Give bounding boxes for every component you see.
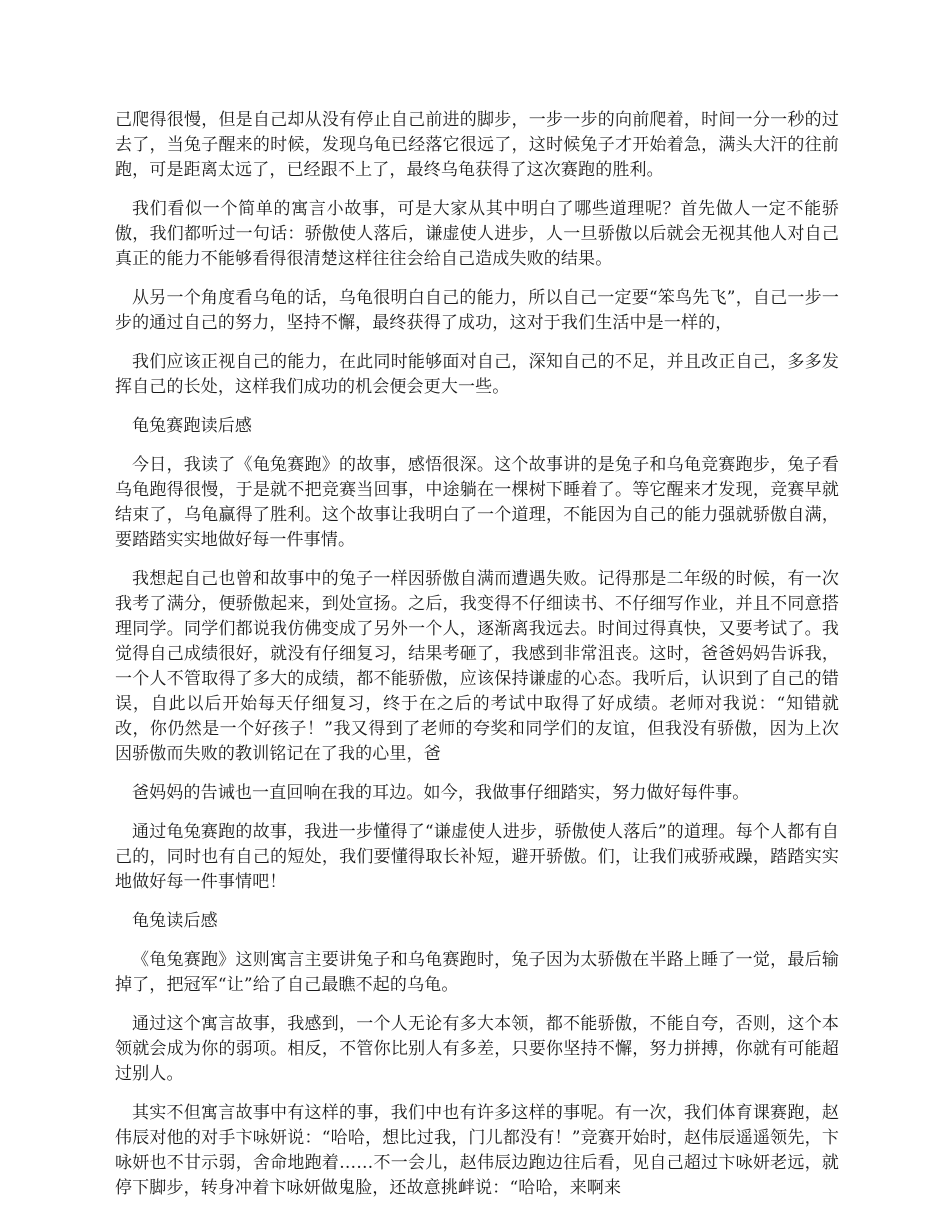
paragraph: 我们应该正视自己的能力，在此同时能够面对自己，深知自己的不足，并且改正自己，多多发挥自己的长处，这样我们成功的机会便会更大一些。 — [115, 352, 839, 397]
paragraph: 通过龟兔赛跑的故事，我进一步懂得了“谦虚使人进步，骄傲使人落后”的道理。每个人都有自己的，同时也有自己的短处，我们要懂得取长补短，避开骄傲。们，让我们戒骄戒躁，踏踏实实地做好每一件事情吧！ — [115, 822, 839, 892]
paragraph: 通过这个寓言故事，我感到，一个人无论有多大本领，都不能骄傲，不能自夸，否则，这个本领就会成为你的弱项。相反，不管你比别人有多差，只要你坚持不懈，努力拼搏，你就有可能超过别人。 — [115, 1014, 839, 1084]
paragraph: 今日，我读了《龟兔赛跑》的故事，感悟很深。这个故事讲的是兔子和乌龟竞赛跑步，兔子看乌龟跑得很慢，于是就不把竞赛当回事，中途躺在一棵树下睡着了。等它醒来才发现，竞赛早就结束了，乌龟赢得了胜利。这个故事让我明白了一个道理，不能因为自己的能力强就骄傲自满，要踏踏实实地做好每一件事情。 — [115, 455, 839, 550]
paragraph: 从另一个角度看乌龟的话，乌龟很明白自己的能力，所以自己一定要“笨鸟先飞”，自己一步一步的通过自己的努力，坚持不懈，最终获得了成功，这对于我们生活中是一样的， — [115, 288, 839, 333]
paragraph: 《龟兔赛跑》这则寓言主要讲兔子和乌龟赛跑时，兔子因为太骄傲在半路上睡了一觉，最后输掉了，把冠军“让”给了自己最瞧不起的乌龟。 — [115, 950, 839, 995]
document-body — [115, 108, 839, 1215]
paragraph: 我想起自己也曾和故事中的兔子一样因骄傲自满而遭遇失败。记得那是二年级的时候，有一次我考了满分，便骄傲起来，到处宣扬。之后，我变得不仔细读书、不仔细写作业，并且不同意搭理同学。同学们都说我仿佛变成了另外一个人，逐渐离我远去。时间过得真快，又要考试了。我觉得自己成绩很好，就没有仔细复习，结果考砸了，我感到非常沮丧。这时，爸爸妈妈告诉我，一个人不管取得了多大的成绩，都不能骄傲，应该保持谦虚的心态。我听后，认识到了自己的错误，自此以后开始每天仔细复习，终于在之后的考试中取得了好成绩。老师对我说：“知错就改，你仍然是一个好孩子！”我又得到了老师的夸奖和同学们的友谊，但我没有骄傲，因为上次因骄傲而失败的教训铭记在了我的心里，爸 — [115, 569, 839, 764]
paragraph: 其实不但寓言故事中有这样的事，我们中也有许多这样的事呢。有一次，我们体育课赛跑，赵伟辰对他的对手卞咏妍说：“哈哈，想比过我，门儿都没有！”竞赛开始时，赵伟辰遥遥领先，卞咏妍也不甘示弱，舍命地跑着……不一会儿，赵伟辰边跑边往后看，见自己超过卞咏妍老远，就停下脚步，转身冲着卞咏妍做鬼脸，还故意挑衅说：“哈哈，来啊来 — [115, 1103, 839, 1198]
paragraph: 己爬得很慢，但是自己却从没有停止自己前进的脚步，一步一步的向前爬着，时间一分一秒的过去了，当兔子醒来的时候，发现乌龟已经落它很远了，这时候兔子才开始着急，满头大汗的往前跑，可是距离太远了，已经跟不上了，最终乌龟获得了这次赛跑的胜利。 — [115, 110, 839, 180]
section-heading: 龟兔读后感 — [132, 911, 218, 931]
paragraph: 爸妈妈的告诫也一直回响在我的耳边。如今，我做事仔细踏实，努力做好每件事。 — [132, 783, 750, 803]
paragraph: 我们看似一个简单的寓言小故事，可是大家从其中明白了哪些道理呢？首先做人一定不能骄傲，我们都听过一句话：骄傲使人落后，谦虚使人进步，人一旦骄傲以后就会无视其他人对自己真正的能力不能够看得很清楚这样往往会给自己造成失败的结果。 — [115, 199, 839, 269]
section-heading: 龟兔赛跑读后感 — [132, 416, 253, 436]
